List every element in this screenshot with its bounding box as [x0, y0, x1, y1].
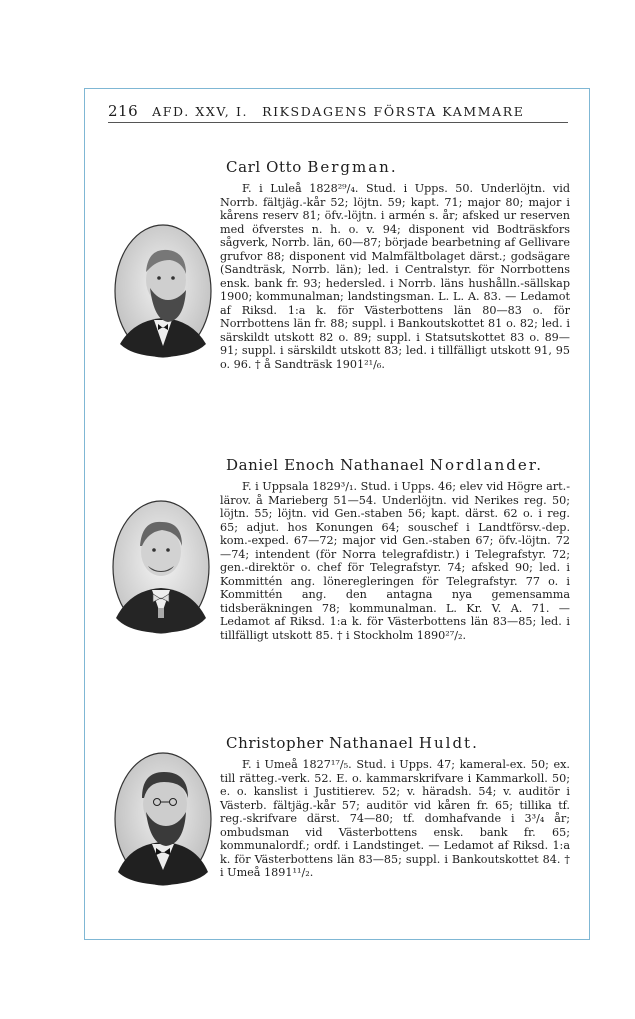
entry-biography: F. i Uppsala 1829³/₁. Stud. i Upps. 46; elev vid Högre art.-lärov. å Marieberg 51—54. Underlöjtn. vid Nerikes reg. 50; löjtn. 55; löjtn. vid Gen.-staben 56; kapt. därst. 62 o. i reg. 65; adjut. hos Konungen 64; souschef i Landtförsv.-dep. kom.-exped. 67—72; major vid Gen.-staben 67; öfv.-löjtn. 72—74; intendent (för Norra telegrafdistr.) i Telegrafstyr. 72; gen.-direktör o. chef för Telegrafstyr. 74; afsked 90; led. i Kommittén ang. löneregleringen för Telegrafstyr. 77 o. i Kommittén ang. den antagna nya gemensamma tidsberäkningen 78; kommunalman. L. Kr. V. A. 71. — Ledamot af Riksd. 1:a k. för Västerbottens län 83—85; led. i tillfälligt utskott 85. † i Stockholm 1890²⁷/₂.: [220, 480, 570, 642]
entry-bergman: [220, 158, 570, 371]
section-label: AFD. XXV, I.: [152, 104, 249, 119]
entry-name: [226, 158, 570, 176]
entry-biography: F. i Umeå 1827¹⁷/₅. Stud. i Upps. 47; kameral-ex. 50; ex. till rätteg.-verk. 52. E. o. kammarskrifvare i Kammarkoll. 50; e. o. kanslist i Justitierev. 52; v. häradsh. 54; v. auditör i Västerb. fältjäg.-kår 57; auditör vid kåren fr. 65; tillika tf. reg.-skrifvare därst. 74—80; tf. domhafvande i 3³/₄ år; ombudsman vid Västerbottens ensk. bank fr. 65; kommunalordf.; ordf. i Landstinget. — Ledamot af Riksd. 1:a k. för Västerbottens län 83—85; suppl. i Bankoutskottet 84. † i Umeå 1891¹¹/₂.: [220, 758, 570, 879]
page-number: 216: [108, 102, 139, 120]
entry-huldt: [220, 734, 570, 880]
given-names: Daniel Enoch Nathanael: [226, 456, 425, 474]
entry-nordlander: [220, 456, 570, 642]
entry-biography: F. i Luleå 1828²⁹/₄. Stud. i Upps. 50. Underlöjtn. vid Norrb. fältjäg.-kår 52; löjtn. 59; kapt. 71; major 80; major i kårens reserv 81; öfv.-löjtn. i armén s. år; afsked ur reserven med öfverstes n. h. o. v. 94; disponent vid Bodträskfors sågverk, Norrb. län, 60—87; började bearbetning af Gellivare grufvor 88; disponent vid Malmfältbolaget därst.; godsägare (Sandträsk, Norrb. län); led. i Centralstyr. för Norrbottens ensk. bank fr. 93; hedersled. i Norrb. läns hushålln.-sällskap 1900; kommunalman; landstingsman. L. L. A. 83. — Ledamot af Riksd. 1:a k. för Västerbottens län 80—83 o. för Norrbottens län fr. 88; suppl. i Bankoutskottet 81 o. 82; led. i särskildt utskott 82 o. 89; suppl. i Statsutskottet 83 o. 89—91; suppl. i särskildt utskott 83; led. i tillfälligt utskott 91, 95 o. 96. † å Sandträsk 1901²¹/₆.: [220, 182, 570, 371]
entry-name: [226, 734, 570, 752]
entry-name: [226, 456, 570, 474]
given-names: Christopher Nathanael: [226, 734, 414, 752]
running-header: [108, 102, 568, 120]
given-names: Carl Otto: [226, 158, 302, 176]
header-title: RIKSDAGENS FÖRSTA KAMMARE: [262, 104, 525, 119]
portrait-nordlander: [112, 500, 210, 634]
portrait-huldt: [114, 752, 212, 886]
surname: Bergman.: [307, 158, 398, 176]
surname: Huldt.: [418, 734, 479, 752]
header-rule: [108, 122, 568, 123]
surname: Nordlander.: [429, 456, 544, 474]
portrait-bergman: [114, 224, 212, 358]
